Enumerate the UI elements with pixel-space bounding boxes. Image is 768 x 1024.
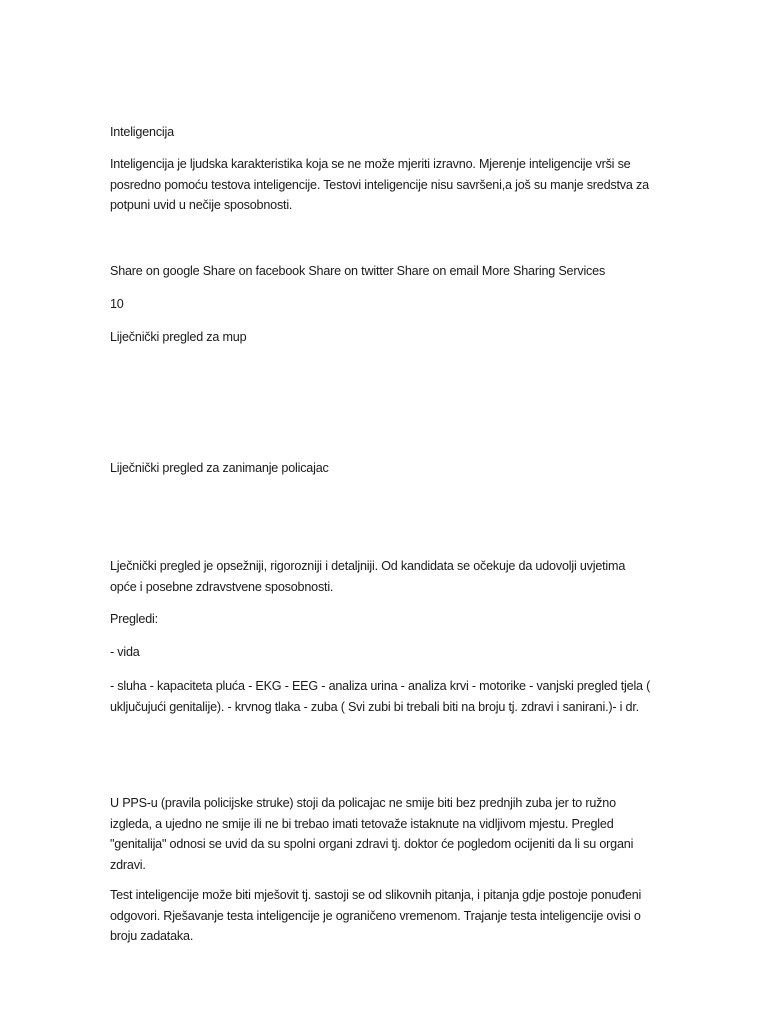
paragraph-line: Lječnički pregled je opsežniji, rigorozniji i detaljniji. Od kandidata se očekuje da udovolji uvjetima <box>110 559 626 573</box>
heading-inteligencija <box>110 122 710 143</box>
share-links-text: Share on google Share on facebook Share on twitter Share on email More Sharing Services <box>110 264 606 278</box>
list-item-vida <box>110 642 710 663</box>
paragraph-line: opće i posebne zdravstvene sposobnosti. <box>110 579 334 594</box>
pregledi-label <box>110 609 710 630</box>
share-count <box>110 294 710 315</box>
pps-paragraph <box>110 793 710 875</box>
heading-text: Liječnički pregled za mup <box>110 330 247 344</box>
paragraph-line: uključujući genitalije). - krvnog tlaka - zuba ( Svi zubi bi trebali biti na broju tj. zdravi i sanirani.)- i dr. <box>110 699 639 714</box>
test-paragraph <box>110 885 710 947</box>
paragraph-line: zdravi. <box>110 857 146 872</box>
list-item-text: - vida <box>110 645 140 659</box>
paragraph-line: potpuni uvid u nečije sposobnosti. <box>110 198 293 212</box>
paragraph-line: - sluha - kapaciteta pluća - EKG - EEG - analiza urina - analiza krvi - motorike - vanjski pregled tjela ( <box>110 679 651 693</box>
paragraph-line: U PPS-u (pravila policijske struke) stoji da policajac ne smije biti bez prednjih zuba jer to ružno <box>110 796 616 810</box>
heading-pregled-policajac <box>110 458 710 479</box>
list-items-paragraph <box>110 676 710 717</box>
heading-text: Inteligencija <box>110 125 174 139</box>
label-text: Pregledi: <box>110 612 158 626</box>
paragraph-line: Test inteligencije može biti mješovit tj. sastoji se od slikovnih pitanja, i pitanja gdje postoje ponuđeni <box>110 888 642 902</box>
intro-paragraph <box>110 154 710 216</box>
heading-pregled-mup <box>110 327 710 348</box>
paragraph-line: izgleda, a ujedno ne smije ili ne bi trebao imati tetovaže istaknute na vidljivom mjestu. Pregled <box>110 816 614 831</box>
paragraph-line: posredno pomoću testova inteligencije. Testovi inteligencije nisu savršeni,a još su manje sredstva za <box>110 177 649 192</box>
share-links-line <box>110 261 710 282</box>
share-count-text: 10 <box>110 297 124 311</box>
paragraph-line: odgovori. Rješavanje testa inteligencije je ograničeno vremenom. Trajanje testa inteligencije ovisi o <box>110 908 641 923</box>
paragraph-line: "genitalija" odnosi se uvid da su spolni organi zdravi tj. doktor će pogledom ocijeniti da li su organi <box>110 837 634 851</box>
pregled-paragraph <box>110 556 710 597</box>
paragraph-line: broju zadataka. <box>110 929 194 943</box>
heading-text: Liječnički pregled za zanimanje policajac <box>110 461 329 475</box>
paragraph-line: Inteligencija je ljudska karakteristika koja se ne može mjeriti izravno. Mjerenje inteligencije vrši se <box>110 157 631 171</box>
